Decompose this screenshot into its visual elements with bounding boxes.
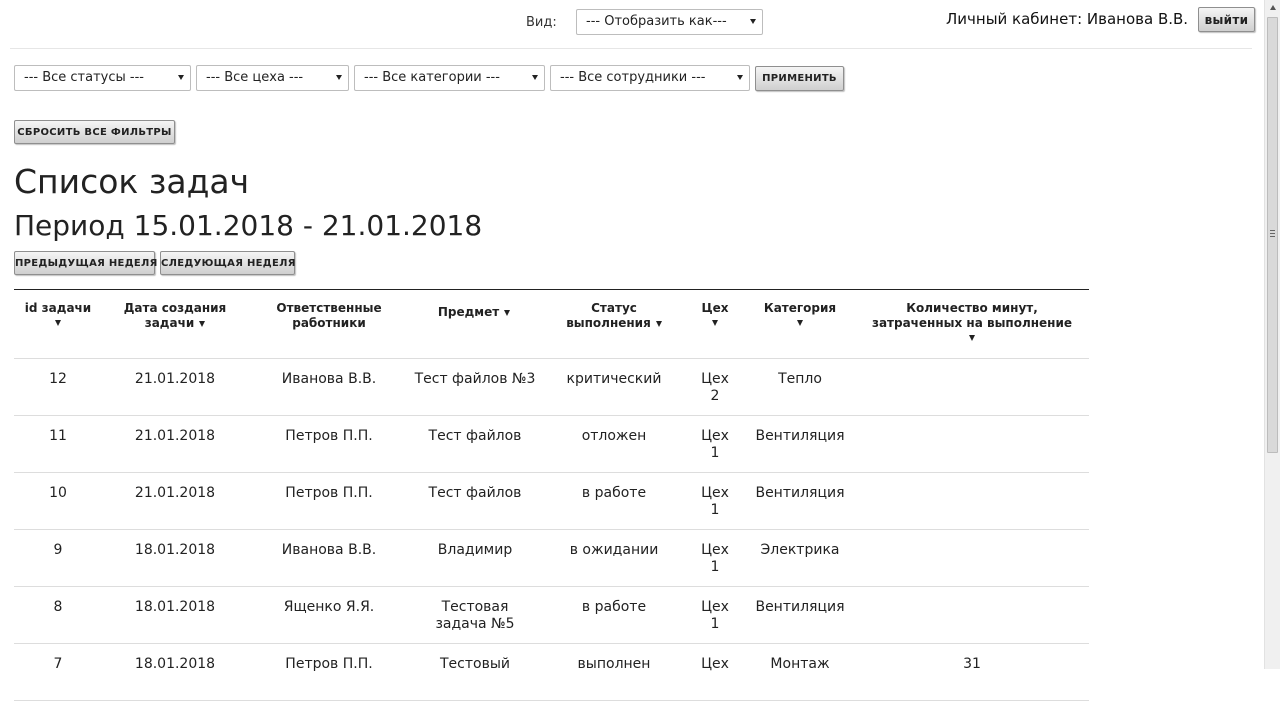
page-title: Список задач	[14, 162, 250, 201]
table-row[interactable]	[14, 587, 1089, 644]
table-row[interactable]	[14, 530, 1089, 587]
cell-category: Вентиляция	[755, 428, 845, 444]
view-label: Вид:	[526, 15, 557, 30]
table-row[interactable]	[14, 359, 1089, 416]
chevron-down-icon	[336, 75, 342, 80]
chevron-down-icon	[737, 75, 743, 80]
cell-status: в работе	[581, 599, 647, 615]
cell-minutes: 31	[963, 656, 981, 672]
table-body	[14, 359, 1089, 701]
column-header-label: Статус выполнения	[566, 301, 651, 330]
cell-id: 12	[49, 371, 67, 387]
column-header-label: Категория	[763, 301, 837, 315]
column-header-minutes[interactable]	[866, 301, 1078, 341]
sort-arrow-icon	[712, 320, 718, 326]
cell-category: Монтаж	[770, 656, 830, 672]
column-header-label: id задачи	[24, 301, 92, 315]
column-header-label: Дата создания задачи	[123, 301, 227, 330]
cell-subject: Тест файлов №3	[414, 371, 536, 387]
cell-shop: Цех 2	[701, 371, 729, 404]
cell-status: выполнен	[577, 656, 651, 672]
reset-filters-button[interactable]: СБРОСИТЬ ВСЕ ФИЛЬТРЫ	[14, 120, 175, 144]
column-header-date[interactable]	[110, 301, 240, 331]
cell-category: Электрика	[760, 542, 840, 558]
scrollbar-thumb[interactable]	[1267, 17, 1278, 453]
cell-responsible: Ященко Я.Я.	[283, 599, 375, 615]
cell-subject: Тестовый	[440, 656, 510, 672]
cell-shop: Цех 1	[701, 485, 729, 518]
cell-category: Вентиляция	[755, 599, 845, 615]
chevron-down-icon	[178, 75, 184, 80]
scroll-up-arrow-icon[interactable]	[1270, 5, 1276, 10]
cell-responsible: Петров П.П.	[285, 656, 373, 672]
cell-date: 18.01.2018	[134, 542, 216, 558]
apply-filters-button[interactable]: ПРИМЕНИТЬ	[755, 66, 844, 91]
cell-status: в работе	[581, 485, 647, 501]
sort-arrow-icon	[969, 335, 975, 341]
cell-responsible: Петров П.П.	[285, 485, 373, 501]
previous-week-button[interactable]: ПРЕДЫДУЩАЯ НЕДЕЛЯ	[14, 251, 155, 275]
table-row[interactable]	[14, 644, 1089, 701]
grip-icon	[1270, 230, 1275, 231]
cell-date: 21.01.2018	[134, 485, 216, 501]
shop-filter-select[interactable]	[196, 65, 349, 91]
column-header-label: Цех	[701, 301, 729, 315]
header-divider	[10, 48, 1252, 49]
sort-arrow-icon	[504, 310, 510, 316]
sort-arrow-icon	[55, 320, 61, 326]
employee-filter-value: --- Все сотрудники ---	[560, 70, 706, 85]
sort-arrow-icon	[199, 321, 205, 327]
cell-date: 21.01.2018	[134, 428, 216, 444]
cell-date: 18.01.2018	[134, 599, 216, 615]
column-header-status[interactable]	[554, 301, 674, 331]
column-header-shop[interactable]	[690, 301, 740, 326]
period-title: Период 15.01.2018 - 21.01.2018	[14, 209, 483, 242]
user-cabinet-text: Личный кабинет: Иванова В.В.	[946, 10, 1189, 28]
top-bar	[0, 0, 1264, 48]
vertical-scrollbar[interactable]	[1264, 0, 1280, 669]
status-filter-select[interactable]	[14, 65, 191, 91]
next-week-button[interactable]: СЛЕДУЮЩАЯ НЕДЕЛЯ	[160, 251, 295, 275]
sort-arrow-icon	[797, 320, 803, 326]
column-header-subject[interactable]	[414, 305, 534, 320]
table-row[interactable]	[14, 473, 1089, 530]
table-row[interactable]	[14, 416, 1089, 473]
cell-id: 7	[53, 656, 63, 672]
cell-subject: Тестовая задача №5	[435, 599, 515, 632]
cell-shop: Цех 1	[701, 599, 729, 632]
cell-id: 9	[53, 542, 63, 558]
cell-responsible: Иванова В.В.	[281, 542, 377, 558]
cell-subject: Тест файлов	[428, 485, 522, 501]
cell-status: критический	[566, 371, 662, 387]
cell-responsible: Петров П.П.	[285, 428, 373, 444]
tasks-table	[14, 289, 1089, 701]
shop-filter-value: --- Все цеха ---	[206, 70, 304, 85]
table-header	[14, 290, 1089, 359]
category-filter-value: --- Все категории ---	[364, 70, 500, 85]
cell-subject: Тест файлов	[428, 428, 522, 444]
category-filter-select[interactable]	[354, 65, 545, 91]
cell-id: 11	[49, 428, 67, 444]
view-select[interactable]	[576, 9, 763, 35]
column-header-label: Ответственные работники	[276, 301, 382, 330]
column-header-responsible	[259, 301, 399, 331]
cell-category: Тепло	[778, 371, 822, 387]
employee-filter-select[interactable]	[550, 65, 750, 91]
column-header-category[interactable]	[750, 301, 850, 326]
cell-date: 18.01.2018	[134, 656, 216, 672]
cell-status: в ожидании	[569, 542, 659, 558]
cell-category: Вентиляция	[755, 485, 845, 501]
cell-responsible: Иванова В.В.	[281, 371, 377, 387]
status-filter-value: --- Все статусы ---	[24, 70, 144, 85]
logout-button[interactable]: выйти	[1198, 7, 1255, 32]
chevron-down-icon	[532, 75, 538, 80]
cell-subject: Владимир	[437, 542, 513, 558]
column-header-id[interactable]	[14, 301, 102, 326]
cell-status: отложен	[581, 428, 647, 444]
cell-id: 8	[53, 599, 63, 615]
column-header-label: Количество минут, затраченных на выполнение	[871, 301, 1073, 330]
column-header-label: Предмет	[437, 305, 500, 319]
cell-shop: Цех 1	[701, 542, 729, 575]
cell-shop: Цех	[701, 656, 729, 672]
sort-arrow-icon	[656, 321, 662, 327]
cell-id: 10	[49, 485, 67, 501]
cell-date: 21.01.2018	[134, 371, 216, 387]
chevron-down-icon	[750, 19, 756, 24]
cell-shop: Цех 1	[701, 428, 729, 461]
view-select-value: --- Отобразить как---	[586, 14, 727, 29]
